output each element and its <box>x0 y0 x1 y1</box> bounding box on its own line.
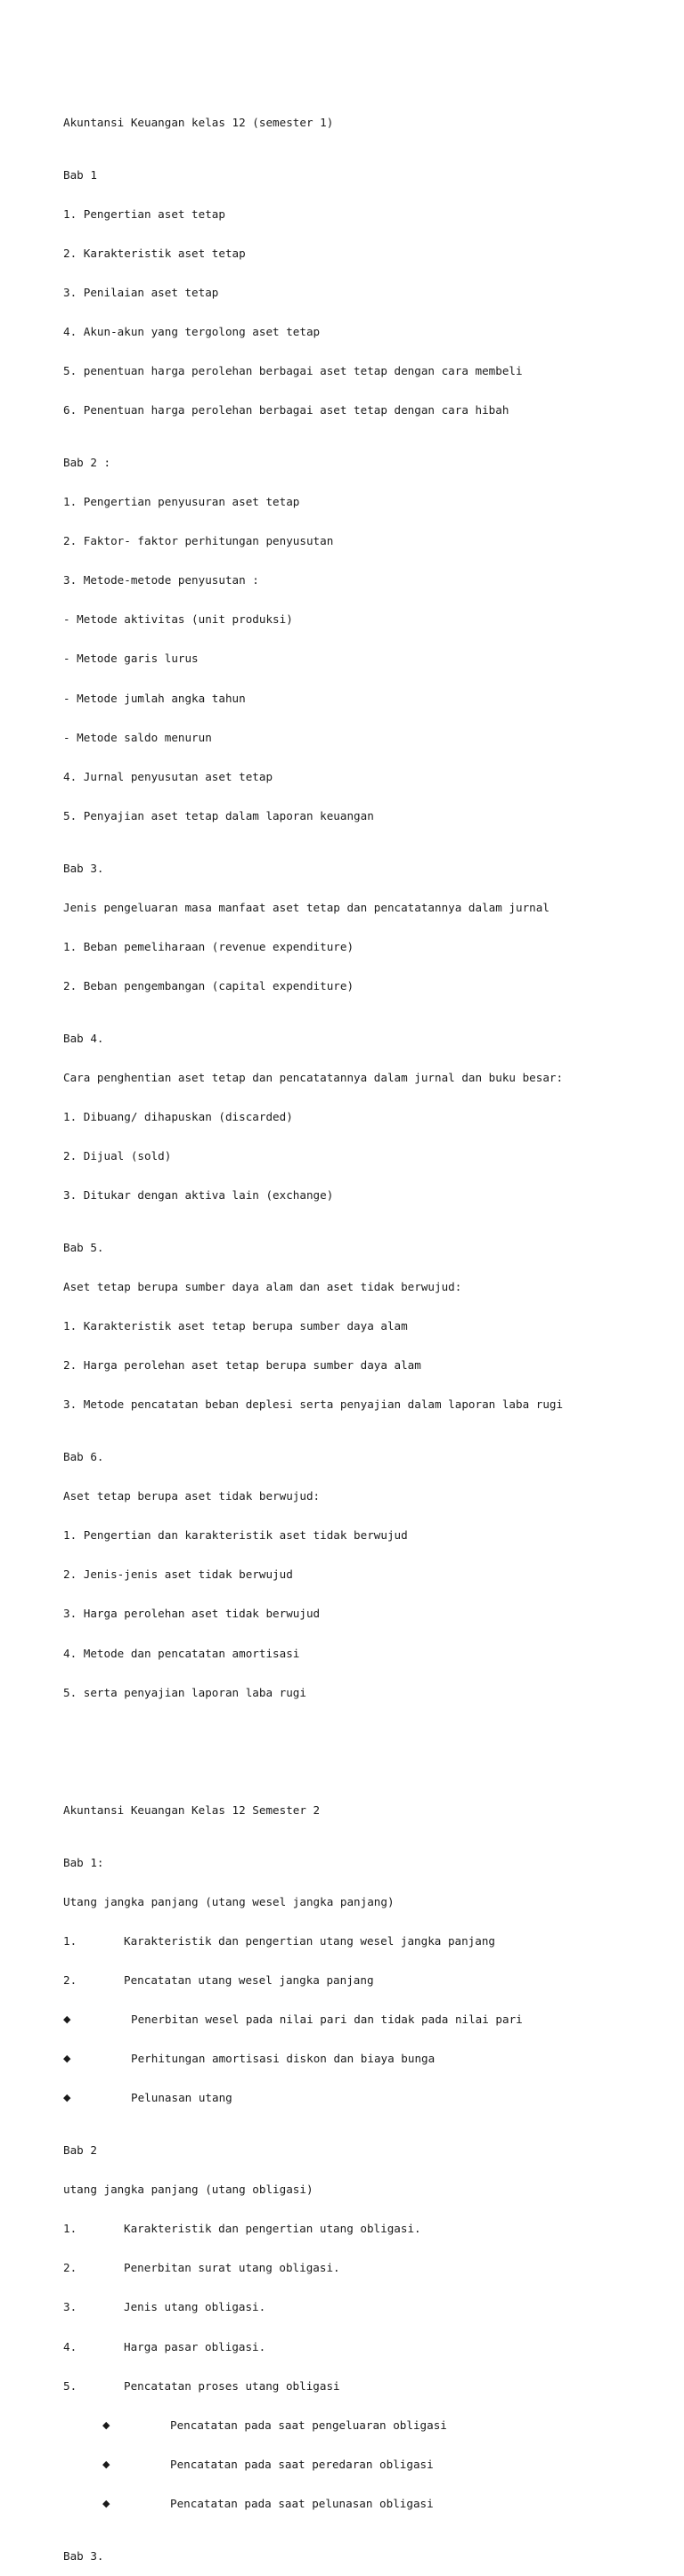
item-number: 1. <box>63 2222 77 2236</box>
list-item: 3. Metode-metode penyusutan : <box>63 573 259 587</box>
list-item: 6. Penentuan harga perolehan berbagai aset tetap dengan cara hibah <box>63 403 509 417</box>
document-body <box>63 64 563 2576</box>
item-text: Pencatatan utang wesel jangka panjang <box>124 1973 374 1987</box>
list-item: 5. Penyajian aset tetap dalam laporan keuangan <box>63 808 374 822</box>
list-item: 1. Beban pemeliharaan (revenue expenditure) <box>63 939 354 953</box>
bab4-subtitle: Cara penghentian aset tetap dan pencatatannya dalam jurnal dan buku besar: <box>63 1070 564 1084</box>
list-item: 1. Pengertian aset tetap <box>63 207 225 221</box>
s2-bab3-heading: Bab 3. <box>63 2548 104 2563</box>
item-number: 2. <box>63 2261 77 2275</box>
list-item: - Metode jumlah angka tahun <box>63 691 246 705</box>
list-item: 3. Metode pencatatan beban deplesi serta penyajian dalam laporan laba rugi <box>63 1397 564 1412</box>
list-item: 3. Harga perolehan aset tidak berwujud <box>63 1607 321 1621</box>
diamond-bullet-icon: ◆ <box>63 2013 71 2026</box>
list-item: 2. Faktor- faktor perhitungan penyusutan <box>63 534 334 548</box>
s2-bab1-heading: Bab 1: <box>63 1855 104 1869</box>
bullet-item <box>63 2459 563 2472</box>
item-text: Harga pasar obligasi. <box>124 2339 266 2353</box>
diamond-bullet-icon: ◆ <box>63 2053 71 2065</box>
spacer <box>63 1738 563 1752</box>
bullet-item <box>63 2013 563 2027</box>
bab4-heading: Bab 4. <box>63 1031 104 1045</box>
list-item: - Metode garis lurus <box>63 652 199 666</box>
list-item: 1. Karakteristik aset tetap berupa sumber daya alam <box>63 1319 408 1333</box>
item-text: Penerbitan surat utang obligasi. <box>124 2261 340 2275</box>
bullet-item <box>63 2498 563 2511</box>
list-item: 2. Karakteristik aset tetap <box>63 246 246 260</box>
numbered-item <box>63 1935 563 1948</box>
item-text: Penerbitan wesel pada nilai pari dan tidak pada nilai pari <box>131 2013 523 2027</box>
item-number: 5. <box>63 2378 77 2393</box>
bab3-heading: Bab 3. <box>63 861 104 875</box>
list-item: 2. Jenis-jenis aset tidak berwujud <box>63 1567 293 1582</box>
bab5-heading: Bab 5. <box>63 1240 104 1254</box>
list-item: 1. Pengertian penyusuran aset tetap <box>63 495 300 509</box>
list-item: 2. Dijual (sold) <box>63 1148 172 1162</box>
list-item: 5. penentuan harga perolehan berbagai aset tetap dengan cara membeli <box>63 364 523 378</box>
item-number: 1. <box>63 1933 77 1948</box>
list-item: - Metode aktivitas (unit produksi) <box>63 612 293 627</box>
item-text: Karakteristik dan pengertian utang obligasi. <box>124 2222 421 2236</box>
item-text: Pencatatan pada saat peredaran obligasi <box>170 2457 434 2471</box>
numbered-item <box>63 2301 563 2314</box>
item-number: 3. <box>63 2300 77 2314</box>
list-item: 2. Beban pengembangan (capital expenditure) <box>63 978 354 992</box>
diamond-bullet-icon: ◆ <box>102 2458 110 2470</box>
diamond-bullet-icon: ◆ <box>102 2497 110 2509</box>
item-number: 2. <box>63 1973 77 1987</box>
list-item: 1. Dibuang/ dihapuskan (discarded) <box>63 1109 293 1123</box>
diamond-bullet-icon: ◆ <box>63 2092 71 2104</box>
item-text: Pencatatan pada saat pengeluaran obligasi <box>170 2418 447 2432</box>
bab6-subtitle: Aset tetap berupa aset tidak berwujud: <box>63 1489 321 1503</box>
item-text: Pencatatan proses utang obligasi <box>124 2378 340 2393</box>
list-item: 2. Harga perolehan aset tetap berupa sumber daya alam <box>63 1358 421 1373</box>
s2-bab2-subtitle: utang jangka panjang (utang obligasi) <box>63 2183 314 2197</box>
bullet-item <box>63 2092 563 2105</box>
semester1-title: Akuntansi Keuangan kelas 12 (semester 1) <box>63 115 334 129</box>
item-text: Karakteristik dan pengertian utang wesel jangka panjang <box>124 1933 496 1948</box>
numbered-item <box>63 2380 563 2394</box>
bullet-item <box>63 2419 563 2433</box>
list-item: 3. Penilaian aset tetap <box>63 285 219 299</box>
bab5-subtitle: Aset tetap berupa sumber daya alam dan aset tidak berwujud: <box>63 1279 462 1293</box>
numbered-item <box>63 2341 563 2354</box>
semester2-title: Akuntansi Keuangan Kelas 12 Semester 2 <box>63 1802 321 1817</box>
list-item: 4. Akun-akun yang tergolong aset tetap <box>63 324 321 338</box>
item-text: Pelunasan utang <box>131 2091 232 2105</box>
diamond-bullet-icon: ◆ <box>102 2418 110 2431</box>
list-item: - Metode saldo menurun <box>63 730 212 744</box>
bab2-heading: Bab 2 : <box>63 455 111 469</box>
bab3-subtitle: Jenis pengeluaran masa manfaat aset tetap dan pencatatannya dalam jurnal <box>63 900 550 914</box>
numbered-item <box>63 2223 563 2236</box>
bab1-heading: Bab 1 <box>63 167 97 182</box>
list-item: 3. Ditukar dengan aktiva lain (exchange) <box>63 1188 334 1203</box>
item-text: Jenis utang obligasi. <box>124 2300 266 2314</box>
list-item: 4. Jurnal penyusutan aset tetap <box>63 769 273 783</box>
item-text: Pencatatan pada saat pelunasan obligasi <box>170 2496 434 2510</box>
numbered-item <box>63 2262 563 2275</box>
numbered-item <box>63 1974 563 1988</box>
s2-bab2-heading: Bab 2 <box>63 2143 97 2158</box>
s2-bab1-subtitle: Utang jangka panjang (utang wesel jangka panjang) <box>63 1894 395 1908</box>
list-item: 1. Pengertian dan karakteristik aset tidak berwujud <box>63 1528 408 1543</box>
bab6-heading: Bab 6. <box>63 1450 104 1464</box>
bullet-item <box>63 2053 563 2066</box>
item-number: 4. <box>63 2339 77 2353</box>
list-item: 5. serta penyajian laporan laba rugi <box>63 1685 306 1699</box>
list-item: 4. Metode dan pencatatan amortisasi <box>63 1646 300 1660</box>
item-text: Perhitungan amortisasi diskon dan biaya bunga <box>131 2052 436 2066</box>
